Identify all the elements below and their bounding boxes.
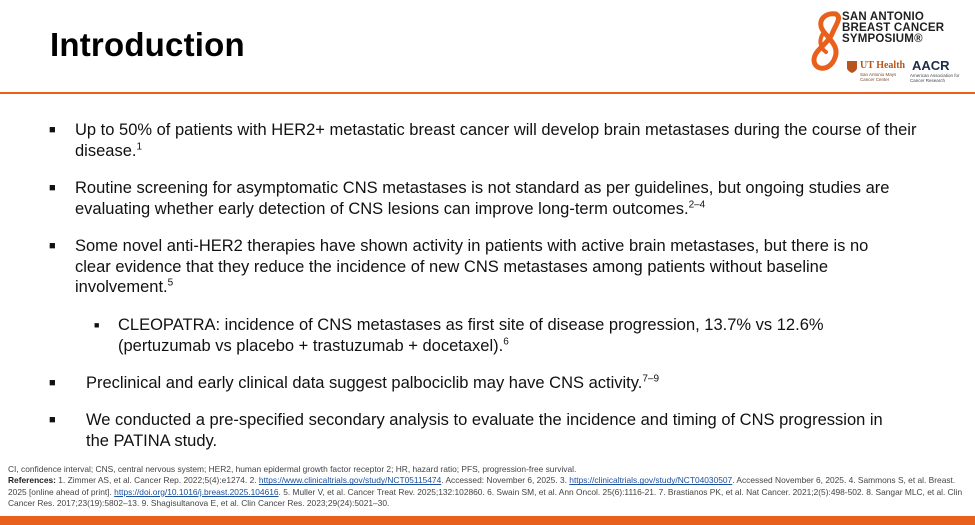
bullet-item: ■ Up to 50% of patients with HER2+ metastatic breast cancer will develop brain metastases during the course of their disease.$^1$ (49, 121, 917, 160)
footer-notes (8, 464, 970, 510)
bullet-marker: ■ (49, 240, 56, 252)
footer-bar (0, 516, 975, 525)
aacr-logo: AACR (912, 58, 950, 73)
bullet-marker: ■ (49, 182, 56, 194)
reference-link[interactable]: https://www.clinicaltrials.gov/study/NCT05115474 (258, 475, 442, 486)
reference-link[interactable]: https://doi.org/10.1016/j.breast.2025.104616 (114, 486, 279, 497)
bullet-marker: ■ (49, 124, 56, 136)
references: References: 1. Zimmer AS, et al. Cancer Rep. 2022;5(4):e1274. 2. https://www.clinicaltrials.gov/study/NCT05115474. Accessed: November 6, 2025. 3. https://clinicaltrials.gov/study/NCT04030507. Accessed November 6, 2025. 4. Sammons S, et al. Breast. 2025 [online ahead of print]. https://doi.org/10.1016/j.breast.2025.104616. 5. Muller V, et al. Cancer Treat Rev. 2025;132:102860. 6. Swain SM, et al. Ann Oncol. 25(6):1116-21. 7. Brastianos PK, et al. Nat Cancer. 2021;2(5):498-502. 8. Sangar MLC, et al. Clin Cancer Res. 2017;23(19):5802–13. 9. Shagisultanova E, et al. Clin Cancer Res. 2023;29(24):5021–30. (8, 475, 963, 509)
ut-health-sub: San Antonio Mays Cancer Center (860, 72, 897, 82)
slide-title: Introduction (50, 26, 245, 63)
aacr-sub: American Association for Cancer Research (910, 73, 960, 83)
symposium-name: SAN ANTONIO BREAST CANCER SYMPOSIUM® (842, 11, 945, 45)
bullet-item: ■ Preclinical and early clinical data suggest palbociclib may have CNS activity.$^{7-9}$ (49, 373, 660, 392)
bullet-marker: ■ (94, 320, 100, 330)
ut-health-label: UT Health (860, 60, 906, 71)
bullet-marker: ■ (49, 377, 56, 389)
ut-shield-icon (846, 60, 858, 74)
bullet-marker: ■ (49, 414, 56, 426)
sabcs-logo (800, 6, 972, 90)
bullet-item: ■ Routine screening for asymptomatic CNS metastases is not standard as per guidelines, but ongoing studies are evaluating whether early detection of CNS lesions can improve long-term outcomes.$^{2-4}$ (49, 179, 890, 218)
header-divider (0, 92, 975, 94)
abbreviations: CI, confidence interval; CNS, central nervous system; HER2, human epidermal growth factor receptor 2; HR, hazard ratio; PFS, progression-free survival. (8, 464, 577, 474)
bullet-item: ■ Some novel anti-HER2 therapies have shown activity in patients with active brain metastases, but there is no clear evidence that they reduce the incidence of new CNS metastases among patients without baseline involvement.$^5$ (49, 237, 869, 296)
sub-bullet-item: ■ CLEOPATRA: incidence of CNS metastases as first site of disease progression, 13.7% vs 12.6% (pertuzumab vs placebo + trastuzumab + docetaxel).$^6$ (94, 316, 824, 355)
bullet-item: ■ We conducted a pre-specified secondary analysis to evaluate the incidence and timing of CNS progression in the PATINA study. (49, 411, 883, 450)
reference-link[interactable]: https://clinicaltrials.gov/study/NCT04030507 (569, 475, 733, 486)
